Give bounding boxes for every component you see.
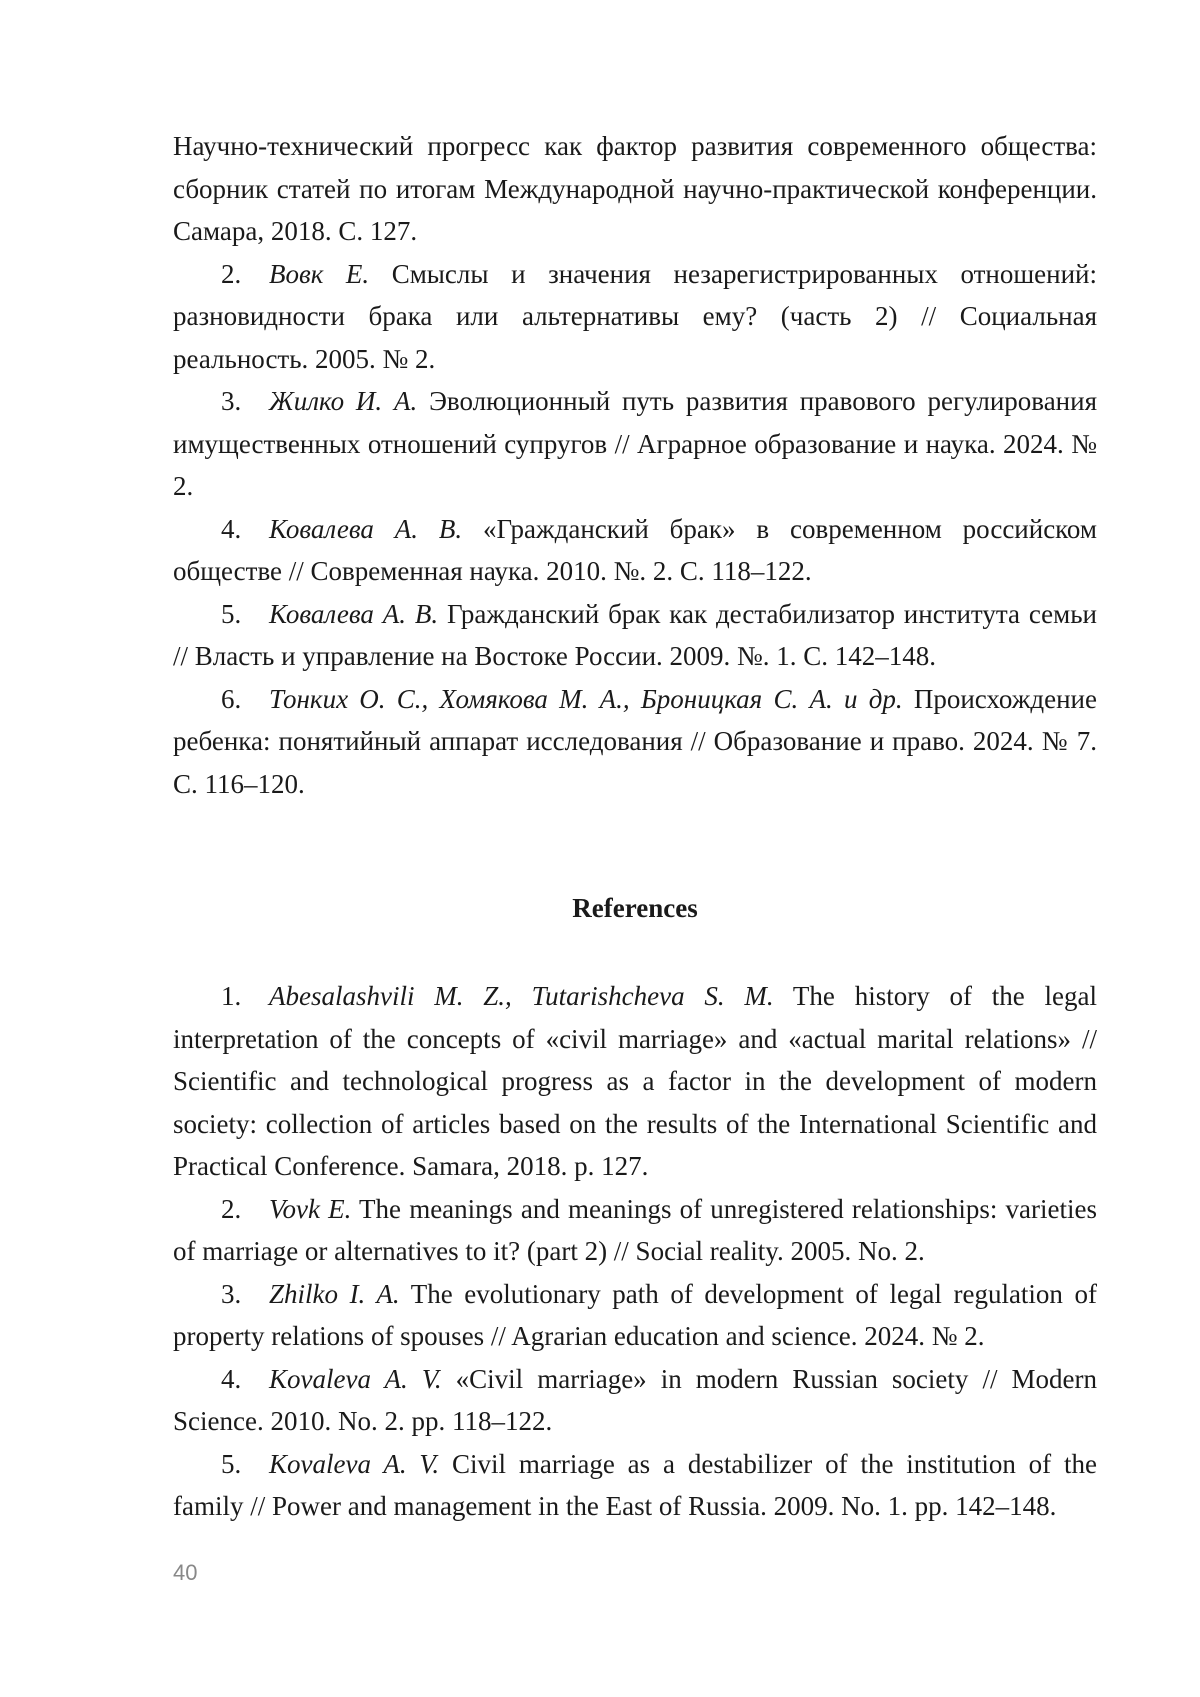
reference-text: Civil marriage as a destabilizer of the institution of the family // Power and management in the East of Russia. 2009. No. 1. pp. 142–148. — [173, 1448, 1097, 1521]
reference-number: 2. — [221, 1193, 242, 1224]
reference-author: Ковалева А. В. — [269, 598, 439, 629]
reference-continuation: Научно-технический прогресс как фактор развития современного общества: сборник статей по итогам Международной научно-практической конференции. Самара, 2018. С. 127. — [173, 131, 1097, 246]
reference-number: 4. — [221, 513, 242, 544]
reference-text: Происхождение ребенка: понятийный аппарат исследования // Образование и право. 2024. № 7. С. 116–120. — [173, 683, 1097, 799]
reference-item-ru-2 — [173, 253, 1097, 381]
reference-number: 3. — [221, 386, 242, 416]
reference-item-en-3 — [173, 1273, 1097, 1358]
reference-text: Смыслы и значения незарегистрированных отношений: разновидности брака или альтернативы ему? (часть 2) // Социальная реальность. 2005. № 2. — [173, 258, 1097, 374]
reference-author: Vovk E. — [269, 1193, 352, 1224]
reference-text: «Civil marriage» in modern Russian society // Modern Science. 2010. No. 2. pp. 118–122. — [173, 1363, 1097, 1436]
reference-item-en-5 — [173, 1443, 1097, 1528]
reference-item-ru-3 — [173, 380, 1097, 508]
english-reference-list — [173, 975, 1097, 1528]
reference-author: Abesalashvili M. Z., Tutarishcheva S. M. — [269, 981, 774, 1011]
reference-author: Тонких О. С., Хомякова М. А., Броницкая С. А. и др. — [269, 683, 903, 714]
reference-author: Вовк Е. — [269, 258, 370, 289]
reference-item-ru-6 — [173, 678, 1097, 806]
reference-author: Zhilko I. A. — [269, 1278, 400, 1309]
reference-text: «Гражданский брак» в современном российском обществе // Современная наука. 2010. №. 2. С. 118–122. — [173, 513, 1098, 586]
reference-author: Жилко И. А. — [269, 386, 418, 416]
reference-item-en-2 — [173, 1188, 1097, 1273]
page-number: 40 — [173, 1560, 198, 1585]
reference-text: The evolutionary path of development of legal regulation of property relations of spouses // Agrarian education and science. 2024. № 2. — [173, 1278, 1097, 1351]
reference-number: 3. — [221, 1278, 242, 1309]
reference-text: Эволюционный путь развития правового регулирования имущественных отношений супругов // Аграрное образование и наука. 2024. № 2. — [173, 386, 1097, 501]
reference-number: 2. — [221, 258, 242, 289]
reference-number: 5. — [221, 1448, 242, 1479]
reference-author: Kovaleva A. V. — [269, 1448, 440, 1479]
reference-item-en-1 — [173, 975, 1097, 1188]
reference-text: The history of the legal interpretation of the concepts of «civil marriage» and «actual marital relations» // Scientific and technological progress as a factor in the development of modern society: collection of articles based on the results of the International Scientific and Practical Conference. Samara, 2018. p. 127. — [173, 981, 1097, 1181]
reference-author: Ковалева А. В. — [269, 513, 463, 544]
reference-item-en-4 — [173, 1358, 1097, 1443]
references-heading: References — [572, 893, 698, 923]
reference-number: 1. — [221, 981, 242, 1011]
reference-item-ru-5 — [173, 593, 1097, 678]
reference-text: Гражданский брак как дестабилизатор института семьи // Власть и управление на Востоке России. 2009. №. 1. С. 142–148. — [173, 598, 1097, 671]
reference-number: 4. — [221, 1363, 242, 1394]
reference-item-ru-4 — [173, 508, 1097, 593]
reference-number: 6. — [221, 683, 242, 714]
reference-number: 5. — [221, 598, 242, 629]
russian-reference-list — [173, 125, 1097, 805]
reference-text: The meanings and meanings of unregistered relationships: varieties of marriage or alternatives to it? (part 2) // Social reality. 2005. No. 2. — [173, 1193, 1097, 1266]
reference-author: Kovaleva A. V. — [269, 1363, 442, 1394]
